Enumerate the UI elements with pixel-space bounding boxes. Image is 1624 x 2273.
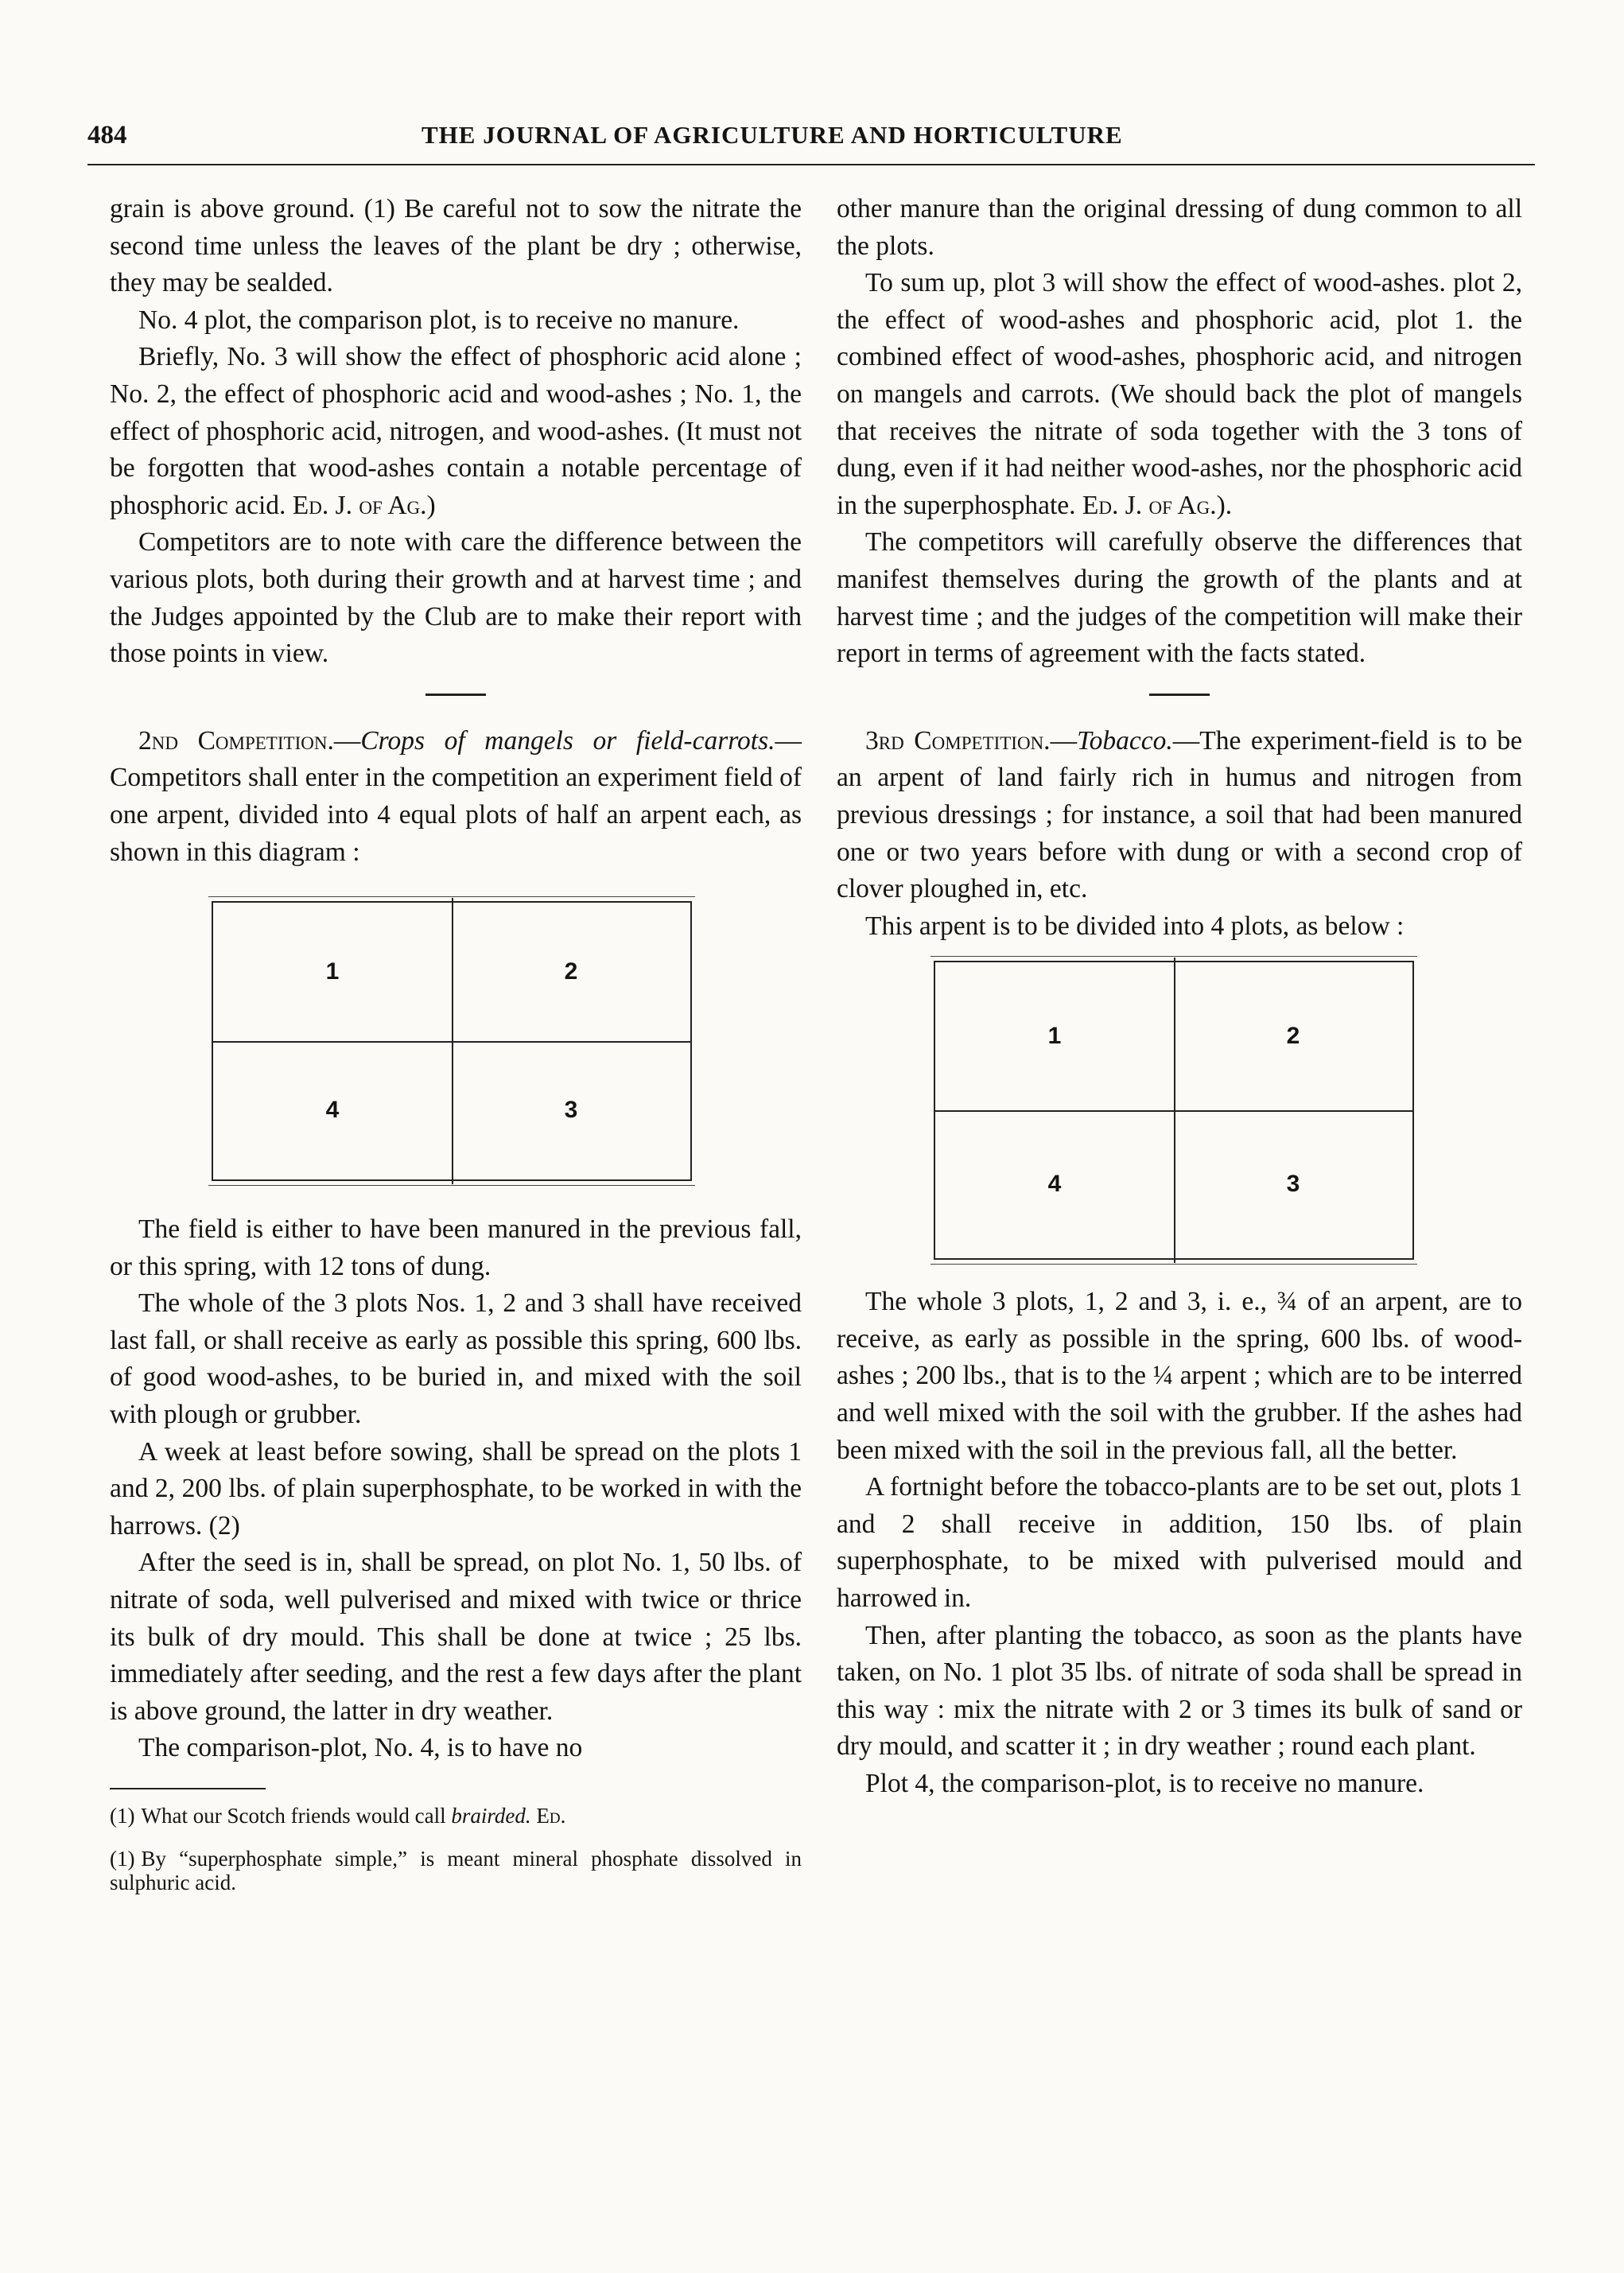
paragraph: The whole of the 3 plots Nos. 1, 2 and 3 shall have received last fall, or shall receive as early as possible this spring, 600 lbs. of good wood-ashes, to be buried in, and mixed with the soil with plough or grubber. <box>110 1288 802 1430</box>
section-subject: Crops of mangels or field-carrots. <box>360 725 775 756</box>
plot-label: 2 <box>1286 1023 1300 1050</box>
paragraph: Plot 4, the comparison-plot, is to receive no manure. <box>865 1769 1424 1798</box>
paragraph <box>837 265 1522 524</box>
paragraph-text: ) <box>426 490 436 520</box>
section-heading: 2nd Competition. <box>138 725 334 756</box>
paragraph-text: —Competitors shall enter in the competition an experiment field of one arpent, divided into 4 equal plots of half an arpent each, as shown in this diagram : <box>110 725 802 867</box>
footnote-index: (1) <box>110 1847 135 1871</box>
paragraph-text: ). <box>1216 490 1233 520</box>
editor-note: Ed. J. of Ag. <box>292 490 427 520</box>
paragraph-text: Briefly, No. 3 will show the effect of phosphoric acid alone ; No. 2, the effect of phosphoric acid and wood-ashes ; No. 1, the effect of phosphoric acid, nitrogen, and wood-ashes. (It must not be forgotten that wood-ashes contain a notable percentage of phosphoric acid. <box>110 342 802 520</box>
header-rule <box>87 164 1535 165</box>
paragraph: other manure than the original dressing of dung common to all the plots. <box>837 194 1522 261</box>
paragraph: The whole 3 plots, 1, 2 and 3, i. e., ¾ of an arpent, are to receive, as early as possible in the spring, 600 lbs. of wood-ashes ; 200 lbs., that is to the ¼ arpent ; which are to be interred and well mixed with the soil with the grubber. If the ashes had been mixed with the soil in the previous fall, all the better. <box>837 1287 1522 1465</box>
section-heading: 3rd Competition. <box>865 725 1051 756</box>
running-title: THE JOURNAL OF AGRICULTURE AND HORTICULTURE <box>422 121 1123 149</box>
section-subject: Tobacco. <box>1077 725 1173 756</box>
paragraph: The field is either to have been manured in the previous fall, or this spring, with 12 tons of dung. <box>110 1214 802 1281</box>
footnote-term: brairded. <box>451 1804 531 1828</box>
editor-note: Ed. <box>536 1804 566 1828</box>
footnote-index: (1) <box>110 1804 135 1828</box>
paragraph-text: To sum up, plot 3 will show the effect of wood-ashes. plot 2, the effect of wood-ashes and phosphoric acid, plot 1. the combined effect of wood-ashes, phosphoric acid, and nitrogen on mangels and carrots. (We should back the plot of mangels that receives the nitrate of soda together with the 3 tons of dung, even if it had neither wood-ashes, nor the phosphoric acid in the superphosphate. <box>837 268 1522 520</box>
paragraph: The competitors will carefully observe the differences that manifest themselves during the growth of the plants and at harvest time ; and the judges of the competition will make their report in terms of agreement with the facts stated. <box>837 527 1522 669</box>
paragraph: Competitors are to note with care the difference between the various plots, both during their growth and at harvest time ; and the Judges appointed by the Club are to make their report with those points in view. <box>110 527 802 669</box>
section-dash: — <box>333 725 361 756</box>
footnote-text: What our Scotch friends would call <box>141 1804 452 1828</box>
paragraph-text: —The experiment-field is to be an arpent of land fairly rich in humus and nitrogen from previous dressings ; for instance, a soil that had been manured one or two years before with dung or with a second crop of clover ploughed in, etc. <box>837 725 1522 904</box>
footnote <box>110 1804 802 1828</box>
plot-label: 1 <box>325 958 340 985</box>
paragraph: This arpent is to be divided into 4 plots, as below : <box>865 911 1404 941</box>
plot-label: 4 <box>1047 1171 1062 1198</box>
plot-diagram <box>934 961 1414 1260</box>
paragraph: After the seed is in, shall be spread, on plot No. 1, 50 lbs. of nitrate of soda, well pulverised and mixed with twice or thrice its bulk of dry mould. This shall be done at twice ; 25 lbs. immediately after seeding, and the rest a few days after the plant is above ground, the latter in dry weather. <box>110 1548 802 1726</box>
paragraph <box>110 339 802 524</box>
paragraph: No. 4 plot, the comparison plot, is to receive no manure. <box>138 305 740 335</box>
paragraph: A week at least before sowing, shall be spread on the plots 1 and 2, 200 lbs. of plain superphosphate, to be worked in with the harrows. (2) <box>110 1436 802 1541</box>
section-separator <box>425 694 486 696</box>
plot-label: 1 <box>1047 1023 1062 1050</box>
section-heading-paragraph <box>110 723 802 871</box>
page-number: 484 <box>87 121 127 150</box>
footnote-text: By “superphosphate simple,” is meant mineral phosphate dissolved in sulphuric acid. <box>110 1847 802 1894</box>
section-heading-paragraph <box>837 723 1522 908</box>
section-dash: — <box>1050 725 1078 756</box>
section-separator <box>1149 694 1210 696</box>
plot-label: 4 <box>325 1097 340 1124</box>
paragraph: A fortnight before the tobacco-plants are to be set out, plots 1 and 2 shall receive in addition, 150 lbs. of plain superphosphate, to be mixed with pulverised mould and harrowed in. <box>837 1472 1522 1614</box>
paragraph: Then, after planting the tobacco, as soon as the plants have taken, on No. 1 plot 35 lbs. of nitrate of soda shall be spread in this way : mix the nitrate with 2 or 3 times its bulk of sand or dry mould, and scatter it ; in dry weather ; round each plant. <box>837 1620 1522 1762</box>
plot-diagram <box>212 901 692 1181</box>
plot-label: 3 <box>1286 1171 1300 1198</box>
paragraph: grain is above ground. (1) Be careful not to sow the nitrate the second time unless the leaves of the plant be dry ; otherwise, they may be sealded. <box>110 194 802 298</box>
footnote-rule <box>110 1788 266 1789</box>
paragraph: The comparison-plot, No. 4, is to have no <box>138 1733 583 1763</box>
plot-label: 2 <box>564 958 578 985</box>
left-column <box>110 191 802 1894</box>
footnote <box>110 1847 802 1894</box>
right-column <box>837 191 1522 1803</box>
plot-label: 3 <box>564 1097 578 1124</box>
page-header <box>87 121 1535 153</box>
editor-note: Ed. J. of Ag. <box>1082 490 1217 520</box>
